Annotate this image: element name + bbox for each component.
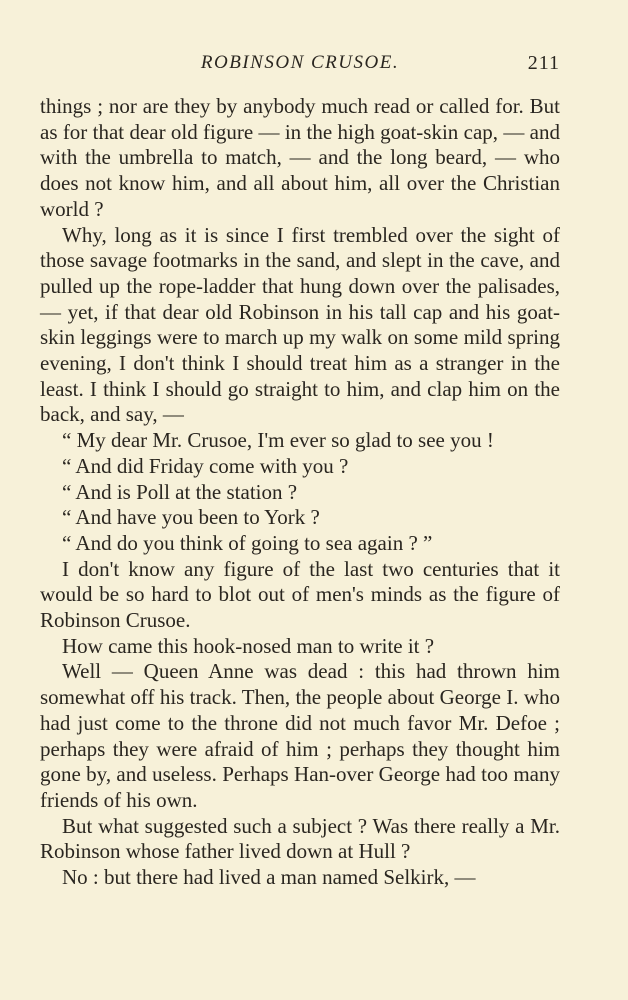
dialogue-line: “ And do you think of going to sea again ? ” — [62, 530, 433, 555]
paragraph: How came this hook-nosed man to write it ? — [62, 633, 435, 658]
paragraph: things ; nor are they by anybody much read or called for. But as for that dear old figure — in the high goat-skin cap, — and with the umbrella to match, — and the long beard, — who does not know him, and all about him, all over the Christian world ? — [40, 94, 560, 221]
dialogue-line: “ And did Friday come with you ? — [62, 453, 349, 478]
paragraph: Why, long as it is since I first trembled over the sight of those savage footmarks in the sand, and slept in the cave, and pulled up the rope-ladder that hung down over the palisades, — yet, if that dear old Robinson in his tall cap and his goat-skin leggings were to march up my walk on some mild spring evening, I don't think I should treat him as a stranger in the least. I think I should go straight to him, and clap him on the back, and say, — — [40, 222, 560, 427]
paragraph: I don't know any figure of the last two centuries that it would be so hard to blot out of men's minds as the figure of Robinson Crusoe. — [40, 556, 560, 633]
paragraph: Well — Queen Anne was dead : this had thrown him somewhat off his track. Then, the people about George I. who had just come to the throne did not much favor Mr. Defoe ; perhaps they were afraid of him ; perhaps they thought him gone by, and useless. Perhaps Han-over George had too many friends of his own. — [40, 659, 560, 812]
paragraph: But what suggested such a subject ? Was there really a Mr. Robinson whose father lived down at Hull ? — [40, 813, 560, 864]
running-title: ROBINSON CRUSOE. — [200, 52, 400, 73]
dialogue-line: “ My dear Mr. Crusoe, I'm ever so glad to see you ! — [62, 428, 494, 453]
body-text — [40, 94, 560, 891]
running-head — [40, 50, 560, 76]
page-number: 211 — [527, 52, 560, 74]
paragraph: No : but there had lived a man named Selkirk, — — [62, 865, 476, 890]
dialogue-line: “ And have you been to York ? — [62, 505, 320, 530]
dialogue-line: “ And is Poll at the station ? — [62, 479, 298, 504]
